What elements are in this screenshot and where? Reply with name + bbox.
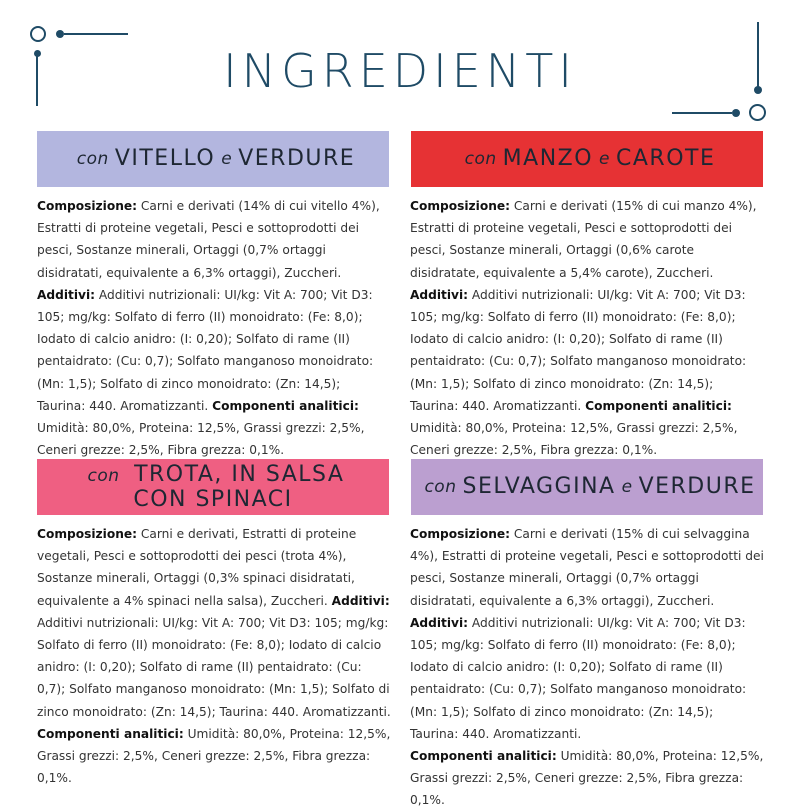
- banner-name2: CAROTE: [616, 146, 716, 171]
- additivi-label: Additivi:: [37, 287, 96, 302]
- banner-line-1: [82, 463, 345, 488]
- componenti-label: Componenti analitici:: [410, 749, 557, 764]
- additivi-label: Additivi:: [331, 593, 390, 608]
- banner-name2: CON SPINACI: [133, 486, 293, 512]
- ornament-line: [64, 33, 128, 35]
- additivi-label: Additivi:: [410, 287, 469, 302]
- composizione-text: Carni e derivati (14% di cui vitello 4%), Estratti di proteine vegetali, Pesci e sottoprodotti dei pesci, Sostanze minerali, Ortaggi (0,7% ortaggi disidratati, equivalente a 6,3% ortaggi), Zuccheri.: [37, 199, 380, 280]
- banner-e: e: [599, 149, 611, 169]
- additivi-text: Additivi nutrizionali: UI/kg: Vit A: 700; Vit D3: 105; mg/kg: Solfato di ferro (II) monoidrato: (Fe: 8,0); Iodato di calcio anidro: (I: 0,20); Solfato di rame (II) pentaidrato: (Cu: 0,7); Solfato manganoso monoidrato: (Mn: 1,5); Solfato di zinco monoidrato: (Zn: 14,5); Taurina: 440. Aromatizzanti.: [37, 287, 374, 413]
- banner-trota: [37, 459, 389, 515]
- banner-name: TROTA, IN SALSA: [134, 461, 345, 487]
- additivi-text: Additivi nutrizionali: UI/kg: Vit A: 700; Vit D3: 105; mg/kg: Solfato di ferro (II) monoidrato: (Fe: 8,0); Iodato di calcio anidro: (I: 0,20); Solfato di rame (II) pentaidrato: (Cu: 0,7); Solfato manganoso monoidrato: (Mn: 1,5); Solfato di zinco monoidrato: (Zn: 14,5); Taurina: 440. Aromatizzanti.: [410, 287, 747, 413]
- componenti-text: Umidità: 80,0%, Proteina: 12,5%, Grassi grezzi: 2,5%, Ceneri grezze: 2,5%, Fibra grezza: 0,1%.: [37, 421, 365, 458]
- banner-name2: VERDURE: [638, 474, 756, 499]
- ornament-dot-icon: [732, 109, 740, 117]
- ingredients-text-trota: [37, 523, 392, 789]
- composizione-label: Composizione:: [37, 527, 138, 541]
- banner-name: VITELLO: [114, 146, 216, 171]
- componenti-text: Umidità: 80,0%, Proteina: 12,5%, Grassi grezzi: 2,5%, Ceneri grezze: 2,5%, Fibra grezza: 0,1%.: [410, 421, 738, 458]
- banner-manzo: [411, 131, 763, 187]
- ingredients-text-manzo: [410, 195, 765, 461]
- componenti-text: Umidità: 80,0%, Proteina: 12,5%, Grassi grezzi: 2,5%, Ceneri grezze: 2,5%, Fibra grezza: 0,1%.: [410, 749, 764, 808]
- banner-con: con: [464, 149, 497, 169]
- banner-selvaggina: [411, 459, 763, 515]
- composizione-text: Carni e derivati (15% di cui selvaggina 4%), Estratti di proteine vegetali, Pesci e sottoprodotti dei pesci, Sostanze minerali, Ortaggi (0,7% ortaggi disidratati, equivalente a 6,3% ortaggi), Zuccheri.: [410, 527, 764, 608]
- composizione-label: Composizione:: [410, 527, 511, 541]
- composizione-label: Composizione:: [37, 199, 138, 213]
- ornament-line: [672, 112, 732, 114]
- composizione-text: Carni e derivati, Estratti di proteine vegetali, Pesci e sottoprodotti dei pesci (trota 4%), Sostanze minerali, Ortaggi (0,3% spinaci disidratati, equivalente a 4% spinaci nella salsa), Zuccheri.: [37, 527, 357, 608]
- composizione-text: Carni e derivati (15% di cui manzo 4%), Estratti di proteine vegetali, Pesci e sottoprodotti dei pesci, Sostanze minerali, Ortaggi (0,6% carote disidratate, equivalente a 5,4% carote), Zuccheri.: [410, 199, 757, 280]
- banner-e: e: [221, 149, 233, 169]
- ornament-ring-icon: [30, 26, 46, 42]
- composizione-label: Composizione:: [410, 199, 511, 213]
- banner-e: e: [621, 477, 633, 497]
- additivi-text: Additivi nutrizionali: UI/kg: Vit A: 700; Vit D3: 105; mg/kg: Solfato di ferro (II) monoidrato: (Fe: 8,0); Iodato di calcio anidro: (I: 0,20); Solfato di rame (II) pentaidrato: (Cu: 0,7); Solfato manganoso monoidrato: (Mn: 1,5); Solfato di zinco monoidrato: (Zn: 14,5); Taurina: 440. Aromatizzanti.: [410, 615, 747, 741]
- ornament-dot-icon: [56, 30, 64, 38]
- ingredients-text-vitello: [37, 195, 392, 461]
- componenti-text: Umidità: 80,0%, Proteina: 12,5%, Grassi grezzi: 2,5%, Ceneri grezze: 2,5%, Fibra grezza: 0,1%.: [37, 726, 391, 786]
- banner-con: con: [424, 477, 457, 497]
- componenti-label: Componenti analitici:: [37, 726, 184, 741]
- banner-name2: VERDURE: [238, 146, 356, 171]
- banner-name: SELVAGGINA: [462, 474, 616, 499]
- componenti-label: Componenti analitici:: [585, 398, 732, 413]
- page-title: INGREDIENTI: [223, 44, 577, 98]
- banner-vitello: [37, 131, 389, 187]
- banner-con: con: [76, 149, 109, 169]
- additivi-text: Additivi nutrizionali: UI/kg: Vit A: 700; Vit D3: 105; mg/kg: Solfato di ferro (II) monoidrato: (Fe: 8,0); Iodato di calcio anidro: (I: 0,20); Solfato di rame (II) pentaidrato: (Cu: 0,7); Solfato manganoso monoidrato: (Mn: 1,5); Solfato di zinco monoidrato: (Zn: 14,5); Taurina: 440. Aromatizzanti.: [37, 615, 391, 719]
- ornament-ring-icon: [749, 104, 766, 121]
- additivi-label: Additivi:: [410, 615, 469, 630]
- componenti-label: Componenti analitici:: [212, 398, 359, 413]
- banner-con: con: [87, 465, 120, 486]
- ingredients-text-selvaggina: [410, 523, 765, 812]
- banner-name: MANZO: [502, 146, 594, 171]
